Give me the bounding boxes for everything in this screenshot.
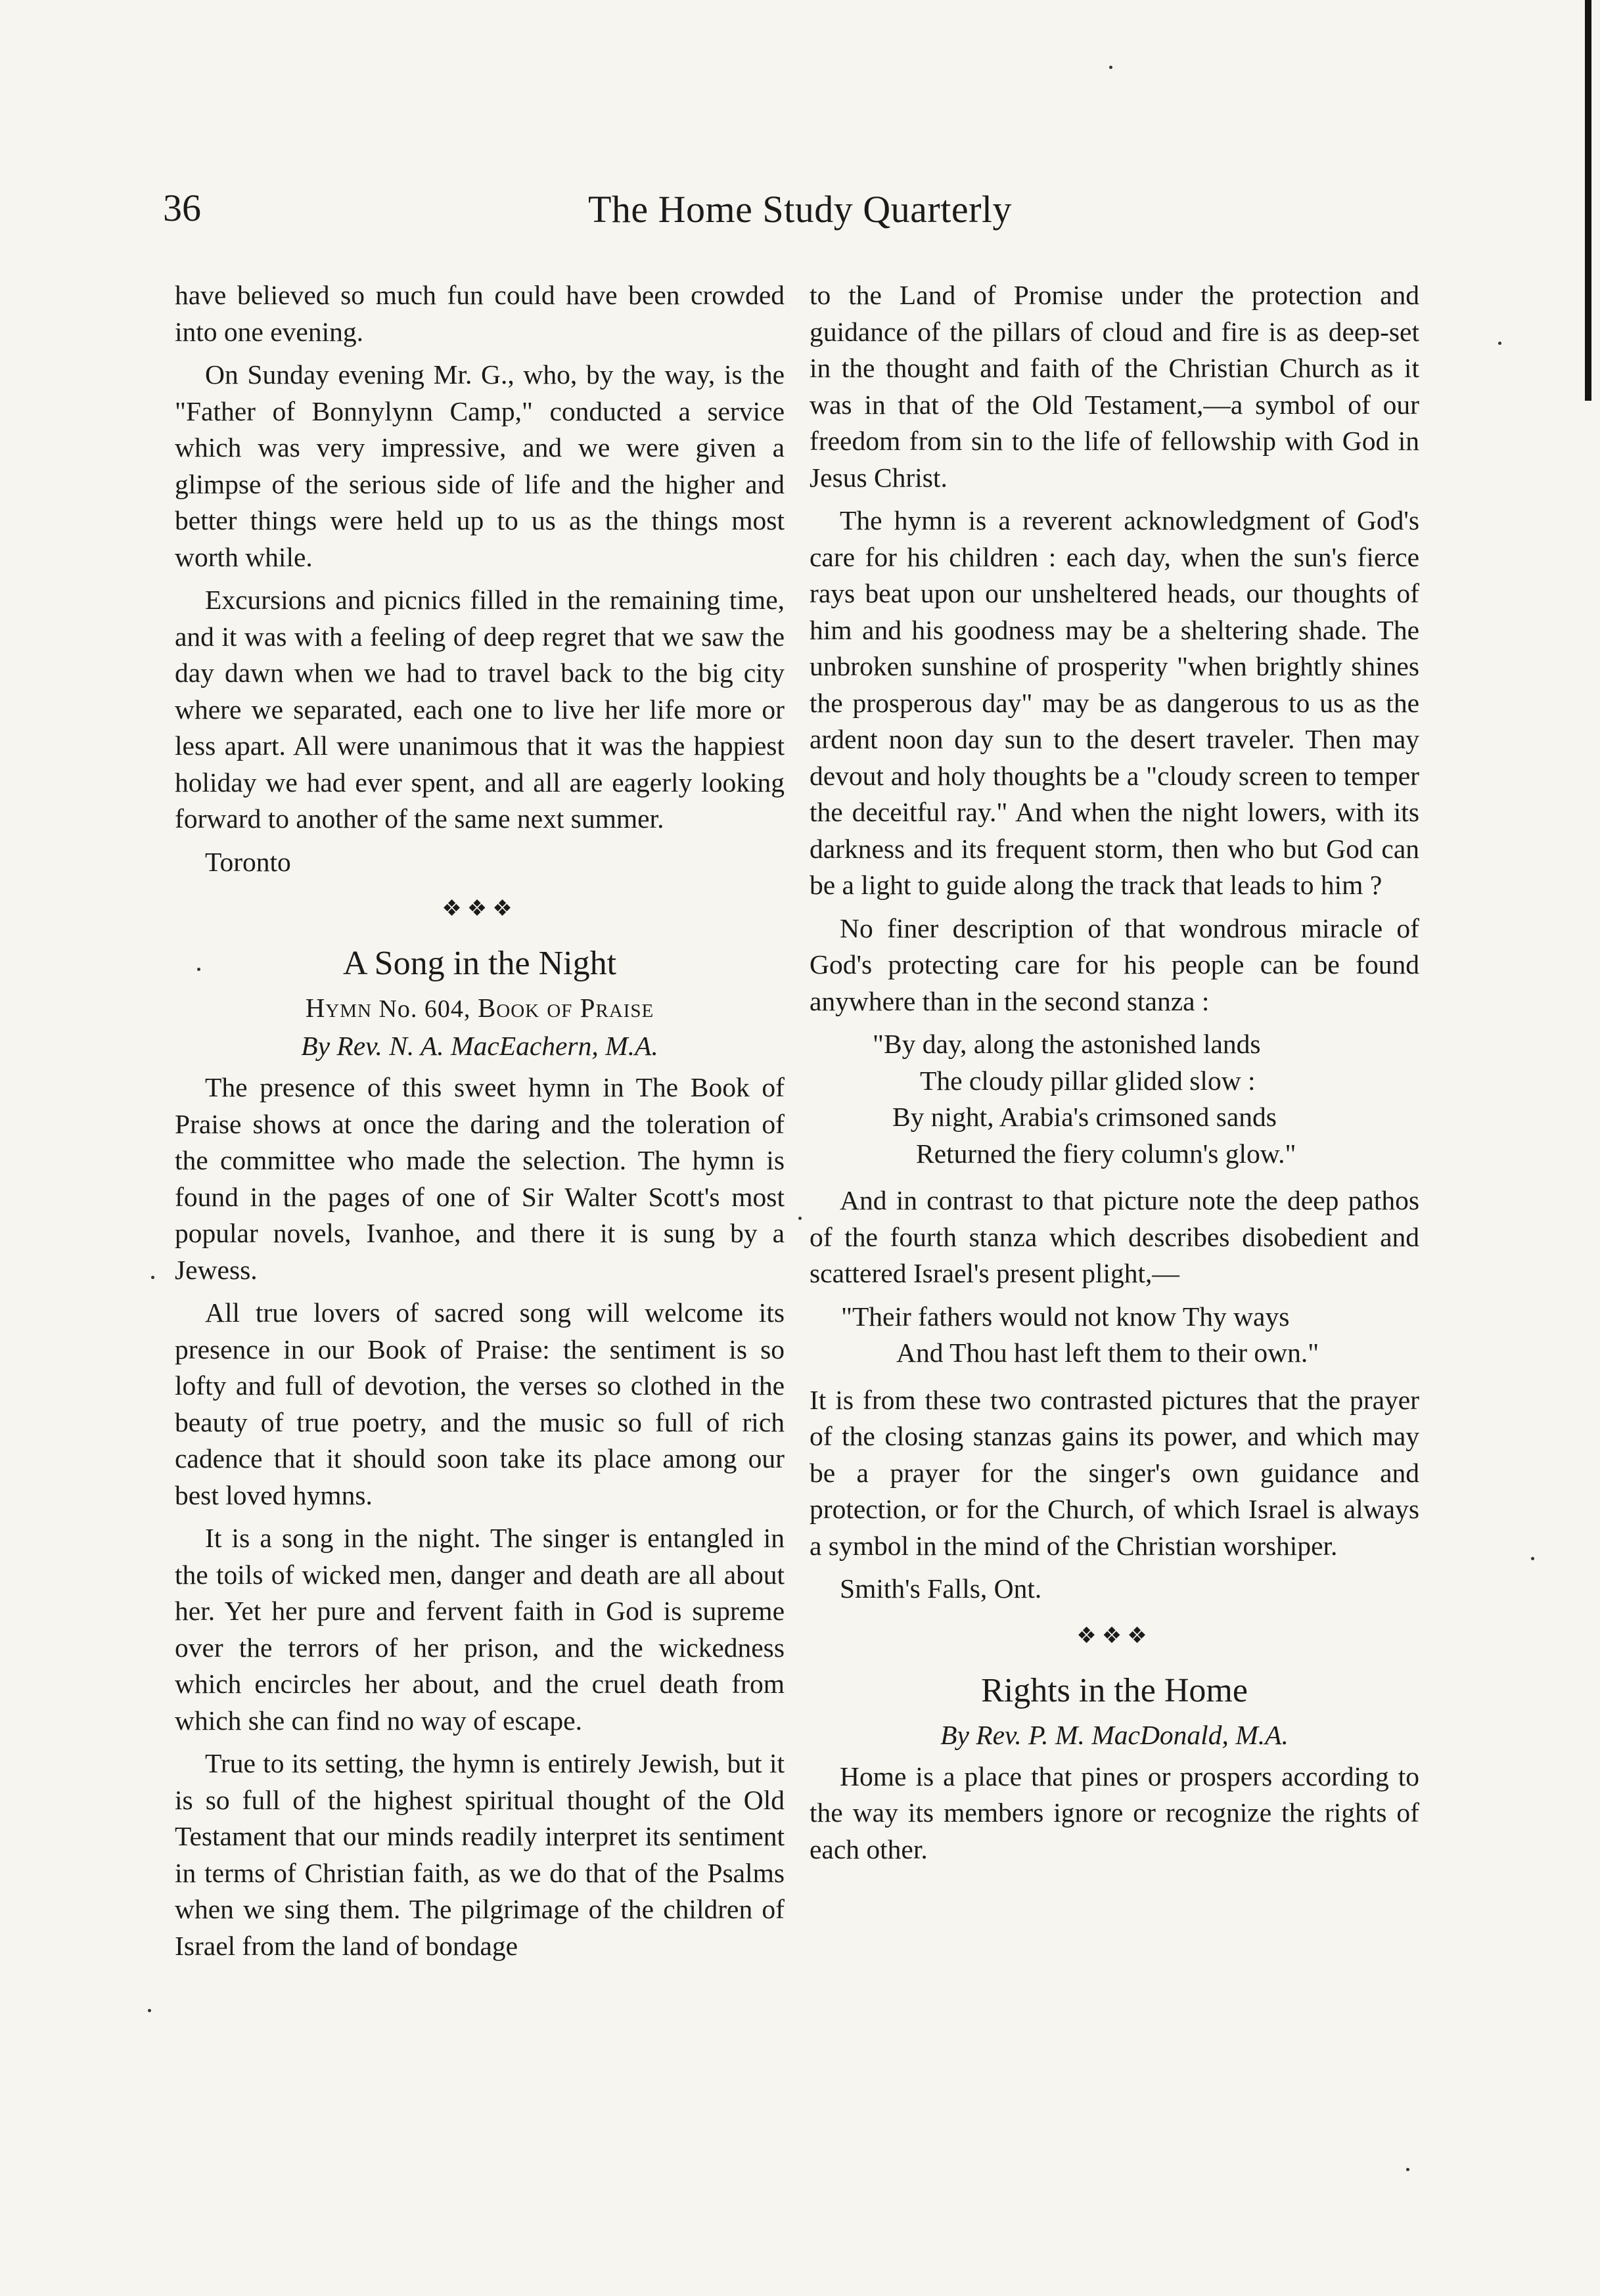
hymn-reference xyxy=(175,989,785,1027)
verse-line: "By day, along the astonished lands xyxy=(873,1029,1261,1059)
paragraph: Excursions and picnics filled in the remaining time, and it was with a feeling of deep regret that we saw the day dawn when we had to travel back to the big city where we separated, each one to live her life more or less apart. All were unanimous that it was the happiest holiday we had ever spent, and all are eagerly looking forward to another of the same next summer. xyxy=(175,585,785,834)
paragraph: And in contrast to that picture note the deep pathos of the fourth stanza which describes disobedient and scattered Israel's present plight,— xyxy=(810,1185,1419,1288)
article-byline: By Rev. N. A. MacEachern, M.A. xyxy=(301,1031,658,1061)
left-column xyxy=(175,277,785,1971)
section-ornament: ❖❖❖ xyxy=(1076,1623,1153,1648)
paragraph: It is a song in the night. The singer is entangled in the toils of wicked men, danger and death are all about her. Yet her pure and fervent faith in God is supreme over the terrors of her prison, and the wickedness which encircles her about, and the cruel death from which she can find no way of escape. xyxy=(175,1523,785,1736)
section-ornament: ❖❖❖ xyxy=(442,897,518,921)
paragraph: The presence of this sweet hymn in The Book of Praise shows at once the daring and the toleration of the committee who made the selection. The hymn is found in the pages of one of Sir Walter Scott's most popular novels, Ivanhoe, and there it is sung by a Jewess. xyxy=(175,1072,785,1285)
verse-line: And Thou hast left them to their own." xyxy=(896,1338,1319,1368)
article-title: Rights in the Home xyxy=(981,1671,1248,1709)
paragraph: Home is a place that pines or prospers according to the way its members ignore or recognize the rights of each other. xyxy=(810,1761,1419,1864)
scan-speck xyxy=(798,1217,802,1220)
paragraph: have believed so much fun could have been crowded into one evening. xyxy=(175,280,785,347)
article-byline: By Rev. P. M. MacDonald, M.A. xyxy=(940,1719,1289,1750)
scan-speck xyxy=(151,1276,154,1279)
paragraph: On Sunday evening Mr. G., who, by the way, is the "Father of Bonnylynn Camp," conducted a service which was very impressive, and we were given a glimpse of the serious side of life and the higher and better things were held up to us as the things most worth while. xyxy=(175,359,785,572)
hymn-stanza-quote xyxy=(810,1299,1419,1372)
paragraph: The hymn is a reverent acknowledgment of God's care for his children : each day, when the sun's fierce rays beat upon our unsheltered heads, our thoughts of him and his goodness may be a sheltering shade. The unbroken sunshine of prosperity "when brightly shines the prosperous day" may be as dangerous to us as the ardent noon day sun to the desert traveler. Then may devout and holy thoughts be a "cloudy screen to temper the deceitful ray." And when the night lowers, with its darkness and its frequent storm, then who but God can be a light to guide along the track that leads to him ? xyxy=(810,505,1419,900)
paragraph: No finer description of that wondrous miracle of God's protecting care for his people can be found anywhere than in the second stanza : xyxy=(810,912,1419,1016)
verse-line: By night, Arabia's crimsoned sands xyxy=(892,1102,1277,1132)
paragraph: True to its setting, the hymn is entirely Jewish, but it is so full of the highest spiritual thought of the Old Testament that our minds readily interpret its sentiment in terms of Christian faith, as we do that of the Psalms when we sing them. The pilgrimage of the children of Israel from the land of bondage xyxy=(175,1748,785,1961)
hymn-stanza-quote xyxy=(810,1026,1419,1172)
paragraph: It is from these two contrasted pictures that the prayer of the closing stanzas gains its power, and which may be a prayer for the singer's own guidance and protection, or for the Church, of which Israel is always a symbol in the mind of the Christian worshiper. xyxy=(810,1384,1419,1561)
verse-line: "Their fathers would not know Thy ways xyxy=(841,1301,1290,1332)
scan-speck xyxy=(1531,1557,1534,1560)
article-title: A Song in the Night xyxy=(342,945,617,982)
running-head: The Home Study Quarterly xyxy=(587,188,1012,231)
signoff-location: Smith's Falls, Ont. xyxy=(840,1573,1042,1604)
verse-line: Returned the fiery column's glow." xyxy=(916,1138,1296,1169)
hymn-ref-book: Book of Praise xyxy=(477,993,654,1023)
scan-speck xyxy=(1109,66,1112,69)
paragraph: to the Land of Promise under the protection and guidance of the pillars of cloud and fire is as deep-set in the thought and faith of the Christian Church as it was in that of the Old Testament,—a symbol of our freedom from sin to the life of fellowship with God in Jesus Christ. xyxy=(810,280,1419,493)
hymn-ref-prefix: Hymn xyxy=(305,993,372,1023)
scan-speck xyxy=(1406,2168,1409,2171)
right-column xyxy=(810,277,1419,1874)
signoff-location: Toronto xyxy=(205,846,291,877)
hymn-ref-number: No. 604, xyxy=(378,995,471,1023)
paragraph: All true lovers of sacred song will welcome its presence in our Book of Praise: the sentiment is so lofty and full of devotion, the verses so clothed in the beauty of true poetry, and the music so full of rich cadence that it should soon take its place among our best loved hymns. xyxy=(175,1297,785,1510)
scan-speck xyxy=(1498,342,1501,345)
scan-speck xyxy=(148,2009,151,2012)
verse-line: The cloudy pillar glided slow : xyxy=(920,1065,1256,1096)
page-number: 36 xyxy=(163,187,201,229)
